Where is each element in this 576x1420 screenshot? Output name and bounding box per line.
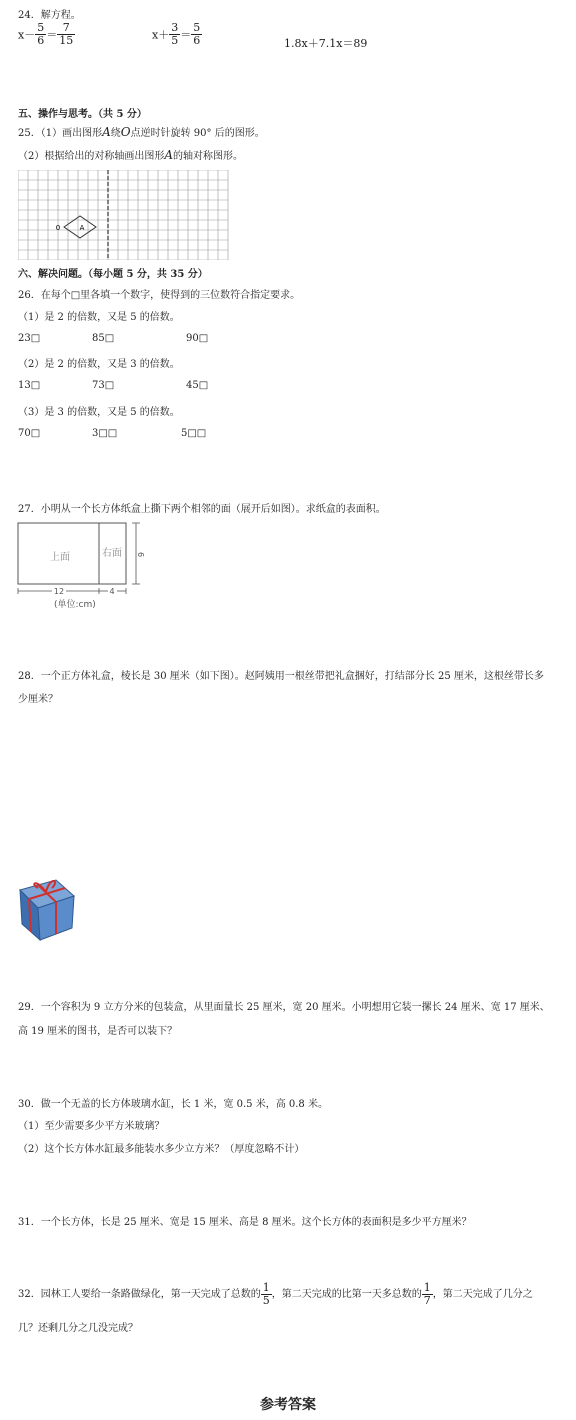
q24-title: 24．解方程。 bbox=[18, 10, 81, 21]
q30-text: 30．做一个无盖的长方体玻璃水缸，长 1 米，宽 0.5 米，高 0.8 米。 bbox=[18, 1099, 328, 1110]
q26-3-item: 5□□ bbox=[181, 428, 207, 439]
q28-line2: 少厘米？ bbox=[18, 694, 58, 705]
answer-heading: 参考答案 bbox=[260, 1397, 316, 1413]
q26-part3: （3）是 3 的倍数，又是 5 的倍数。 bbox=[18, 407, 180, 418]
grid-lines bbox=[18, 170, 228, 260]
q26-text: 26．在每个□里各填一个数字，使得到的三位数符合指定要求。 bbox=[18, 290, 301, 301]
q32-line1: 32．园林工人要给一条路做绿化，第一天完成了总数的 $\frac{1}{5}$ ，第二天完成的比第一天多总数的 $\frac{1}{7}$ ，第二天完成了几分之 bbox=[18, 1281, 533, 1307]
height-label: 6 bbox=[136, 552, 145, 558]
q26-3-item: 70□ bbox=[18, 428, 41, 439]
q29-line1: 29．一个容积为 9 立方分米的包装盒，从里面量长 25 厘米，宽 20 厘米。小明想用它装一摞长 24 厘米、宽 17 厘米、 bbox=[18, 1002, 550, 1013]
gift-box-image bbox=[16, 870, 82, 942]
q30-part1: （1）至少需要多少平方米玻璃？ bbox=[18, 1121, 165, 1132]
point-o-label: 0 bbox=[55, 224, 61, 232]
top-face-label: 上面 bbox=[50, 552, 70, 563]
q26-2-item: 45□ bbox=[186, 380, 209, 391]
equation-3: 1.8x＋7.1x＝89 bbox=[284, 37, 368, 50]
q28-line1: 28．一个正方体礼盒，棱长是 30 厘米（如下图）。赵阿姨用一根丝带把礼盒捆好，打结部分长 25 厘米，这根丝带长多 bbox=[18, 671, 544, 682]
q26-2-item: 13□ bbox=[18, 380, 41, 391]
shape-a-label: A bbox=[79, 224, 85, 232]
section-5-heading: 五、操作与思考。（共 5 分） bbox=[18, 109, 147, 120]
q32-line2: 几？还剩几分之几没完成？ bbox=[18, 1323, 138, 1334]
q29-line2: 高 19 厘米的图书，是否可以装下？ bbox=[18, 1026, 178, 1037]
q31-text: 31．一个长方体，长是 25 厘米、宽是 15 厘米、高是 8 厘米。这个长方体的表面积是多少平方厘米？ bbox=[18, 1217, 472, 1228]
q26-part1: （1）是 2 的倍数，又是 5 的倍数。 bbox=[18, 312, 180, 323]
q25-part2: （2）根据给出的对称轴画出图形A的轴对称图形。 bbox=[18, 148, 244, 162]
grid-figure bbox=[18, 170, 230, 260]
box-net-figure bbox=[16, 518, 156, 614]
unit-label: (单位:cm) bbox=[54, 600, 96, 610]
width-label-2: 4 bbox=[109, 587, 115, 596]
equation-2: x＋ $\frac{3}{5}$ ＝ $\frac{5}{6}$ bbox=[152, 21, 201, 47]
width-label-1: 12 bbox=[53, 587, 65, 596]
q26-3-item: 3□□ bbox=[92, 428, 118, 439]
q27-text: 27．小明从一个长方体纸盒上撕下两个相邻的面（展开后如图）。求纸盒的表面积。 bbox=[18, 504, 386, 515]
q26-1-item: 23□ bbox=[18, 333, 41, 344]
q26-part2: （2）是 2 的倍数，又是 3 的倍数。 bbox=[18, 359, 180, 370]
q26-1-item: 90□ bbox=[186, 333, 209, 344]
q25-part1: 25．（1）画出图形A绕O点逆时针旋转 90° 后的图形。 bbox=[18, 125, 265, 139]
q26-2-item: 73□ bbox=[92, 380, 115, 391]
q30-part2: （2）这个长方体水缸最多能装水多少立方米？（厚度忽略不计） bbox=[18, 1144, 305, 1155]
section-6-heading: 六、解决问题。（每小题 5 分，共 35 分） bbox=[18, 269, 208, 280]
equation-1: x－ $\frac{5}{6}$ ＝ $\frac{7}{15}$ bbox=[18, 21, 74, 47]
q26-1-item: 85□ bbox=[92, 333, 115, 344]
right-face-label: 右面 bbox=[102, 548, 122, 559]
